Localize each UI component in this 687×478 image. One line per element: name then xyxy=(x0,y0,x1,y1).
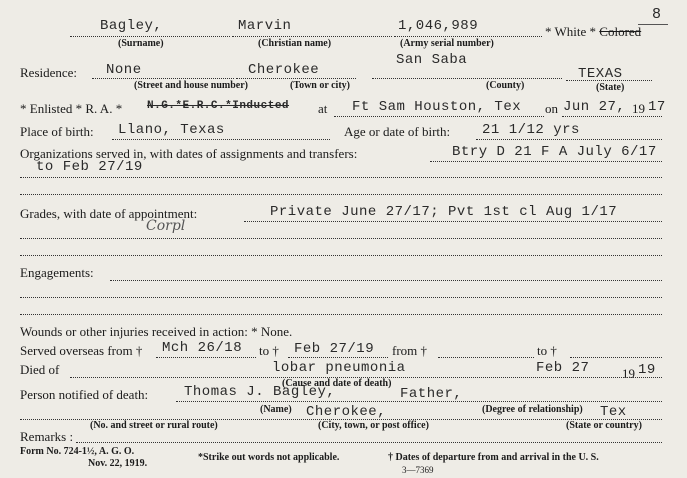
grades-label: Grades, with date of appointment: xyxy=(20,206,198,221)
overseas-to2-label: to † xyxy=(537,343,557,358)
died-date-value: Feb 27 xyxy=(536,360,590,376)
enlisted-at-label: at xyxy=(318,101,328,116)
residence-street-value: None xyxy=(106,62,142,78)
address-caption: (No. and street or rural route) xyxy=(90,420,218,431)
serial-number-value: 1,046,989 xyxy=(398,18,479,34)
county-caption: (County) xyxy=(486,80,525,91)
grades-line1: Private June 27/17; Pvt 1st cl Aug 1/17 xyxy=(270,204,618,220)
enlisted-label: * Enlisted * R. A. * xyxy=(20,101,123,116)
died-of-value: lobar pneumonia xyxy=(272,360,406,376)
wounds-label: Wounds or other injuries received in action: * None. xyxy=(20,324,293,339)
enlisted-date-value: Jun 27, xyxy=(563,99,626,115)
notified-name-value: Thomas J. Bagley, xyxy=(184,384,336,400)
street-caption: (Street and house number) xyxy=(134,80,248,91)
race-label: * White * Colored xyxy=(545,24,642,39)
age-label: Age or date of birth: xyxy=(344,124,451,139)
town-caption: (Town or city) xyxy=(290,80,350,91)
served-overseas-label: Served overseas from † xyxy=(20,343,143,358)
residence-state-value: TEXAS xyxy=(578,66,623,82)
enlisted-place-value: Ft Sam Houston, Tex xyxy=(352,99,522,115)
organizations-label: Organizations served in, with dates of assignments and transfers: xyxy=(20,146,358,161)
enlisted-struck-text: N.G.*E.R.C.*Inducted xyxy=(147,100,290,112)
residence-label: Residence: xyxy=(20,65,78,80)
notified-state-value: Tex xyxy=(600,404,627,420)
overseas-from-value: Mch 26/18 xyxy=(162,340,243,356)
overseas-to-label: to † xyxy=(259,343,279,358)
card-number: 8 xyxy=(652,6,662,23)
notified-town-value: Cherokee, xyxy=(306,404,387,420)
strike-note: *Strike out words not applicable. xyxy=(198,452,340,463)
form-date: Nov. 22, 1919. xyxy=(88,458,148,469)
form-number: Form No. 724-1½, A. G. O. xyxy=(20,446,135,457)
died-year-value: 19 xyxy=(638,362,656,378)
organizations-line2: to Feb 27/19 xyxy=(36,159,143,175)
enlisted-on-label: on xyxy=(545,101,558,116)
serial-caption: (Army serial number) xyxy=(400,38,494,49)
christian-name-value: Marvin xyxy=(238,18,292,34)
overseas-from2-label: from † xyxy=(392,343,428,358)
engagements-label: Engagements: xyxy=(20,265,94,280)
race-white: White xyxy=(554,24,587,39)
grades-handwritten: Corpl xyxy=(146,218,186,234)
surname-value: Bagley, xyxy=(100,18,163,34)
died-of-label: Died of xyxy=(20,362,60,377)
birth-age-value: 21 1/12 yrs xyxy=(482,122,580,138)
enlisted-year-value: 17 xyxy=(648,99,666,115)
print-code: 3—7369 xyxy=(402,465,434,475)
degree-caption: (Degree of relationship) xyxy=(482,404,583,415)
overseas-to-value: Feb 27/19 xyxy=(294,341,375,357)
surname-caption: (Surname) xyxy=(118,38,164,49)
name-caption: (Name) xyxy=(260,404,292,415)
place-of-birth-label: Place of birth: xyxy=(20,124,94,139)
state-caption: (State) xyxy=(596,82,625,93)
notified-relationship-value: Father, xyxy=(400,386,463,402)
cause-date-caption: (Cause and date of death) xyxy=(282,378,392,389)
person-notified-label: Person notified of death: xyxy=(20,387,149,402)
dates-note: † Dates of departure from and arrival in the U. S. xyxy=(388,452,599,463)
state-country-caption: (State or country) xyxy=(566,420,642,431)
enlisted-year-prefix: 19 xyxy=(632,101,645,116)
race-colored: Colored xyxy=(599,24,642,39)
residence-town-value: Cherokee xyxy=(248,62,320,78)
remarks-label: Remarks : xyxy=(20,429,74,444)
christian-name-caption: (Christian name) xyxy=(258,38,332,49)
organizations-line1: Btry D 21 F A July 6/17 xyxy=(452,144,657,160)
residence-county-value: San Saba xyxy=(396,52,468,68)
birth-place-value: Llano, Texas xyxy=(118,122,225,138)
died-year-prefix: 19 xyxy=(622,366,635,381)
city-caption: (City, town, or post office) xyxy=(318,420,429,431)
